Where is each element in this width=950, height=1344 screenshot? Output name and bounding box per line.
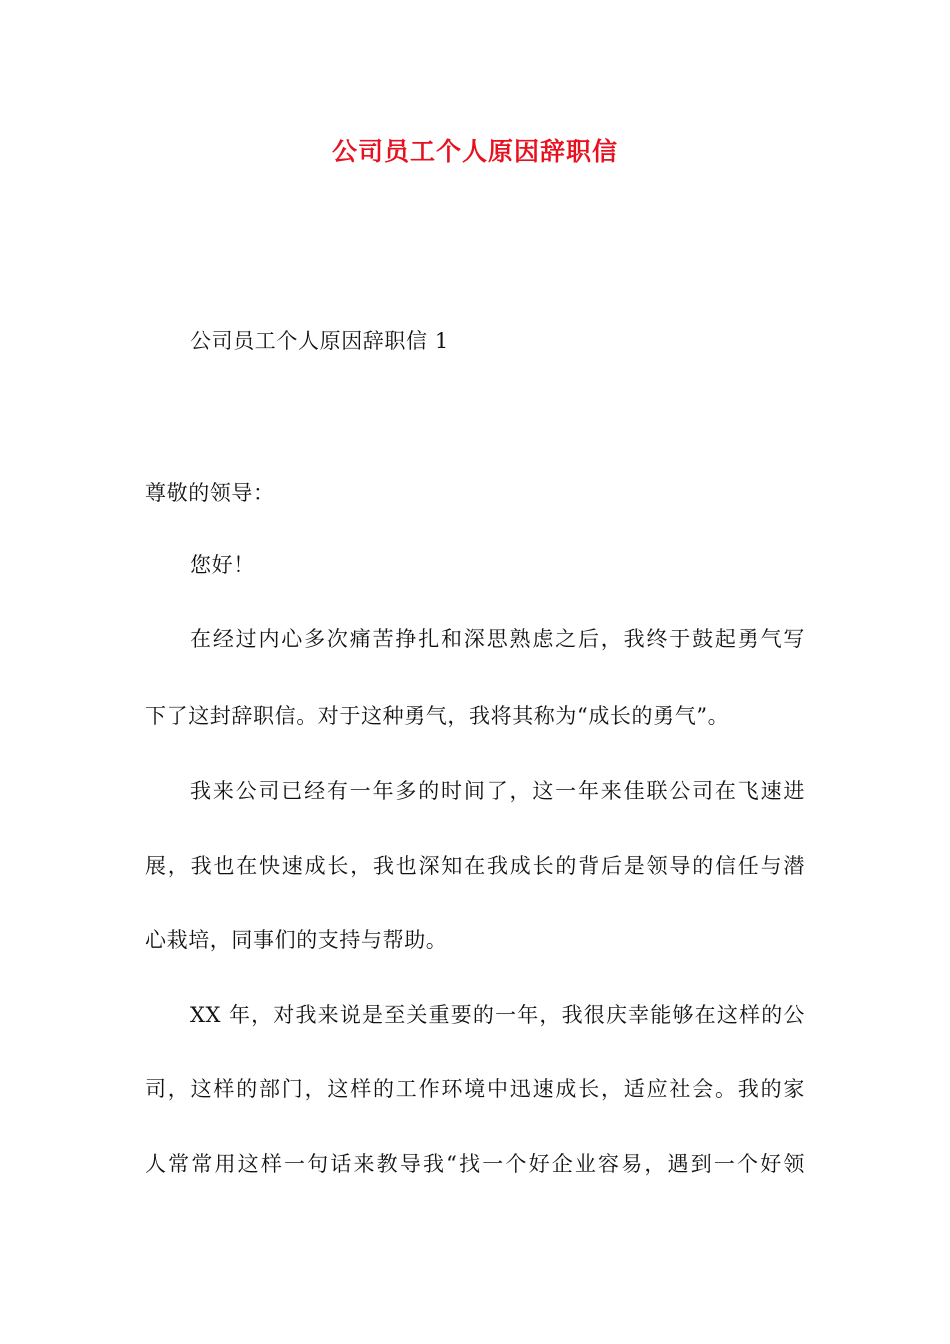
paragraph-line: 人常常用这样一句话来教导我“找一个好企业容易，遇到一个好领 [145,1152,805,1176]
paragraph-line: XX 年，对我来说是至关重要的一年，我很庆幸能够在这样的公 [190,1003,805,1027]
letter-subtitle: 公司员工个人原因辞职信 1 [190,329,449,353]
document-title: 公司员工个人原因辞职信 [331,137,618,166]
paragraph-line: 展，我也在快速成长，我也深知在我成长的背后是领导的信任与潜 [145,854,805,878]
paragraph-line: 心栽培，同事们的支持与帮助。 [145,928,448,952]
paragraph-line: 我来公司已经有一年多的时间了，这一年来佳联公司在飞速进 [190,779,805,803]
paragraph-line: 司，这样的部门，这样的工作环境中迅速成长，适应社会。我的家 [145,1077,805,1101]
paragraph-line: 在经过内心多次痛苦挣扎和深思熟虑之后，我终于鼓起勇气写 [190,627,805,651]
greeting: 您好！ [190,553,255,577]
paragraph-line: 下了这封辞职信。对于这种勇气，我将其称为“成长的勇气”。 [145,704,730,728]
salutation: 尊敬的领导： [145,481,275,505]
